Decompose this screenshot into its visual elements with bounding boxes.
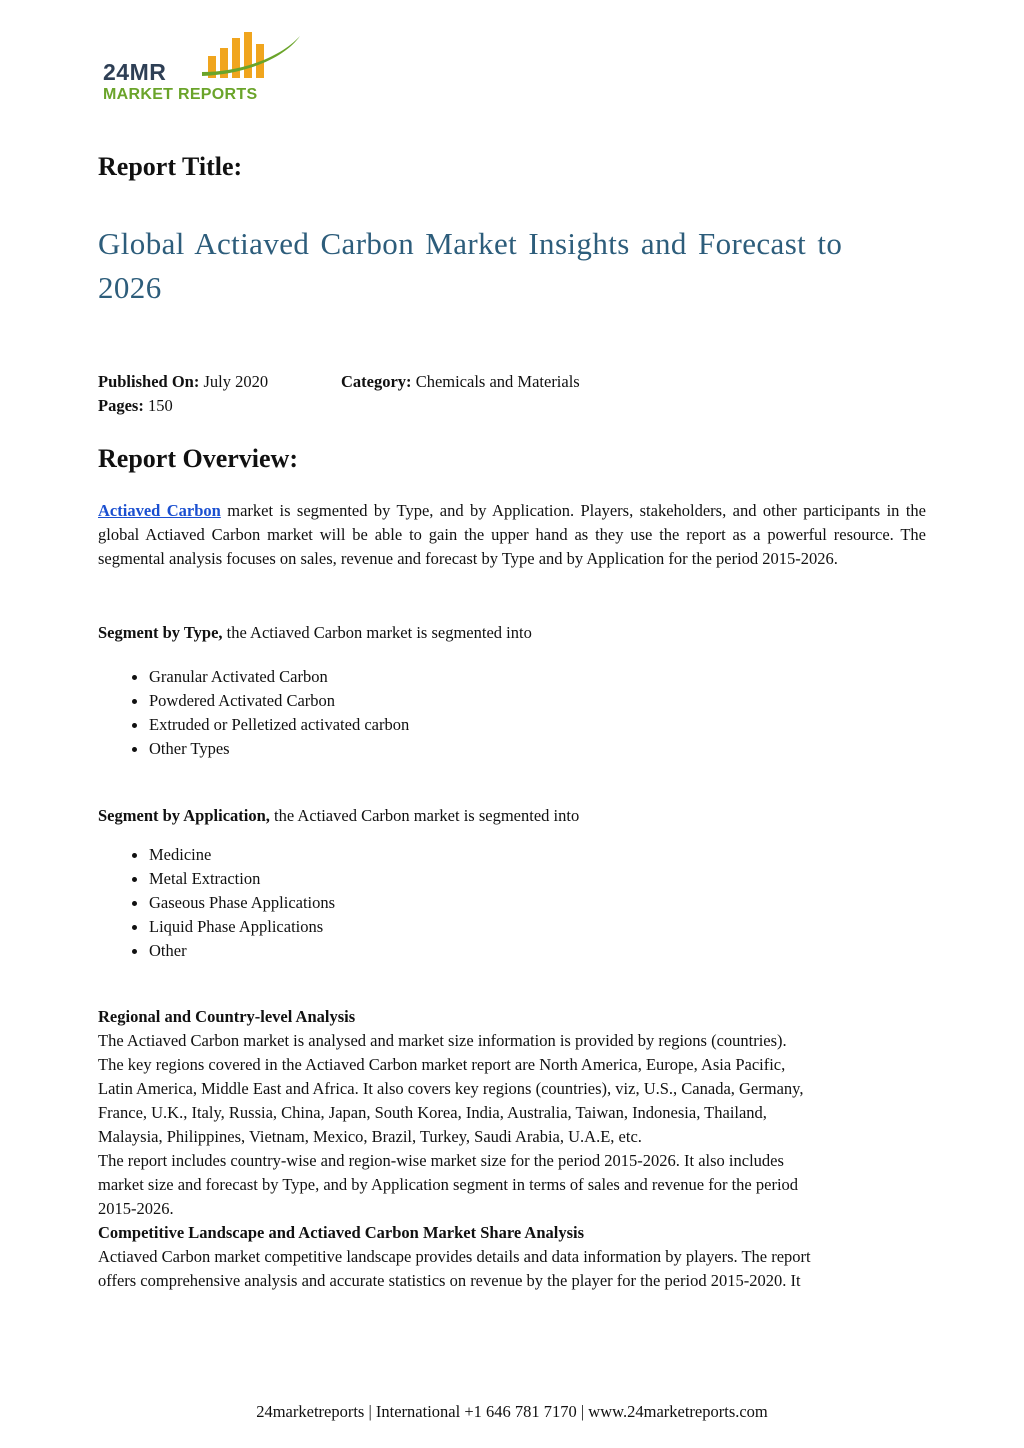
- overview-paragraph: [98, 499, 926, 571]
- report-title-label: Report Title:: [98, 152, 243, 181]
- published-value: July 2020: [203, 372, 269, 391]
- segment-type-list: [131, 665, 409, 761]
- list-item: Other Types: [131, 737, 409, 761]
- pages-label: Pages:: [98, 396, 144, 415]
- segment-type-intro: [98, 621, 926, 645]
- list-item: Liquid Phase Applications: [131, 915, 335, 939]
- category-value: Chemicals and Materials: [415, 372, 580, 391]
- pages: [98, 396, 173, 416]
- report-overview-heading: Report Overview:: [98, 444, 298, 473]
- overview-text: market is segmented by Type, and by Application. Players, stakeholders, and other participants in the global Actiaved Carbon market will be able to gain the upper hand as they use the report as a powerful resource. The segmental analysis focuses on sales, revenue and forecast by Type and by Application for the period 2015-2026.: [98, 501, 926, 568]
- segment-type-text: the Actiaved Carbon market is segmented into: [222, 623, 532, 642]
- logo-text-24mr: 24MR: [103, 59, 167, 85]
- report-title-line: 2026: [98, 270, 162, 305]
- list-item: Medicine: [131, 843, 335, 867]
- footer-contact: 24marketreports | International +1 646 781 7170 | www.24marketreports.com: [256, 1402, 768, 1421]
- text-line: offers comprehensive analysis and accurate statistics on revenue by the player for the period 2015-2020. It: [98, 1271, 801, 1290]
- text-line: The report includes country-wise and region-wise market size for the period 2015-2026. It also includes: [98, 1151, 784, 1170]
- published-on: [98, 372, 268, 392]
- list-item: Extruded or Pelletized activated carbon: [131, 713, 409, 737]
- text-line: The Actiaved Carbon market is analysed and market size information is provided by regions (countries).: [98, 1031, 787, 1050]
- text-line: The key regions covered in the Actiaved Carbon market report are North America, Europe, Asia Pacific,: [98, 1055, 786, 1074]
- segment-application-label: Segment by Application,: [98, 806, 270, 825]
- text-line: 2015-2026.: [98, 1199, 174, 1218]
- text-line: Latin America, Middle East and Africa. It also covers key regions (countries), viz, U.S., Canada, Germany,: [98, 1079, 804, 1098]
- segment-application-list: [131, 843, 335, 963]
- bar-chart-swoosh-icon: [200, 28, 310, 88]
- regional-analysis-heading: Regional and Country-level Analysis: [98, 1007, 356, 1026]
- list-item: Granular Activated Carbon: [131, 665, 409, 689]
- logo-text-market-reports: MARKET REPORTS: [103, 86, 258, 103]
- segment-application-text: the Actiaved Carbon market is segmented into: [269, 806, 580, 825]
- list-item: Metal Extraction: [131, 867, 335, 891]
- competitive-landscape-heading: Competitive Landscape and Actiaved Carbon Market Share Analysis: [98, 1223, 585, 1242]
- text-line: market size and forecast by Type, and by Application segment in terms of sales and revenue for the period: [98, 1175, 799, 1194]
- segment-type-label: Segment by Type,: [98, 623, 223, 642]
- segment-application-intro: [98, 804, 926, 828]
- product-link[interactable]: Actiaved Carbon: [98, 501, 221, 520]
- report-title-line: Global Actiaved Carbon Market Insights and Forecast to: [98, 226, 843, 261]
- pages-value: 150: [147, 396, 173, 415]
- list-item: Gaseous Phase Applications: [131, 891, 335, 915]
- list-item: Powdered Activated Carbon: [131, 689, 409, 713]
- category-label: Category:: [341, 372, 412, 391]
- report-title: [98, 222, 928, 310]
- text-line: Actiaved Carbon market competitive landscape provides details and data information by players. The report: [98, 1247, 811, 1266]
- text-line: France, U.K., Italy, Russia, China, Japan, South Korea, India, Australia, Taiwan, Indonesia, Thailand,: [98, 1103, 767, 1122]
- text-line: Malaysia, Philippines, Vietnam, Mexico, Brazil, Turkey, Saudi Arabia, U.A.E, etc.: [98, 1127, 642, 1146]
- list-item: Other: [131, 939, 335, 963]
- regional-analysis-section: [98, 1005, 928, 1293]
- category: [341, 372, 580, 392]
- company-logo: [100, 28, 310, 110]
- published-label: Published On:: [98, 372, 200, 391]
